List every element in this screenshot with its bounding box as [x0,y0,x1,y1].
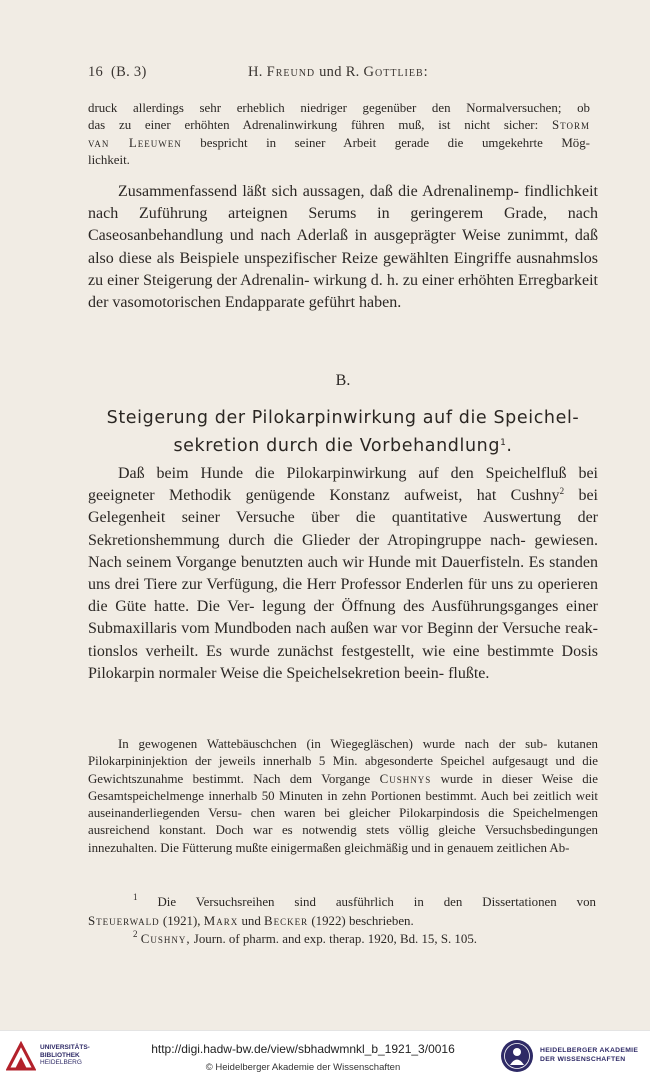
footnote-ref: 2 [559,486,565,497]
library-logo-icon [6,1041,36,1071]
section-heading-line2: sekretion durch die Vorbehandlung$^1$. [173,436,513,456]
section-heading-line1: Steigerung der Pilokarpinwirkung auf die Speichel- [106,408,580,428]
academy-logo[interactable] [500,1038,646,1074]
viewer-footer [0,1030,650,1080]
footnote-ref: 1 [500,438,507,448]
footnote-1: $^1$ Die Versuchsreihen sind ausführlich in den Dissertationen von [133,892,596,909]
continued-small-paragraph: druck allerdings sehr erheblich niedriger gegenüber den Normalversuchen; ob das zu einer erhöhten Adrenalinwirkung führen muß, ist nicht sicher: Storm van Leeuwen bespricht in seiner Arbeit gerade die umgekehrte Mög- lichkeit. [88,101,590,167]
page-number: 16 (B. 3) [88,64,147,80]
footnote-1-cont: Steuerwald (1921), Marx und Becker (1922) beschrieben. [88,913,414,928]
academy-seal-icon [500,1039,534,1073]
university-library-logo[interactable] [6,1039,106,1073]
main-paragraph: Daß beim Hunde die Pilokarpinwirkung auf den Speichelfluß bei geeigneter Methodik genügende Konstanz aufweist, hat Cushny$^2$ bei Gelegenheit seiner Versuche über die quantitative Auswertung der Sekretionshemmung durch die Glieder der Atropingruppe nach- gewiesen. Nach seinem Vorgange benutzten auch wir Hunde mit Dauerfisteln. Es standen uns drei Tiere zur Verfügung, die Herr Professor Enderlen für uns zu operieren die Güte hatte. Die Ver- legung der Öffnung des Ausführungsganges einer Submaxillaris vom Mundboden nach außen war vor Beginn der Versuche reak- tionslos verheilt. Es wurde zunächst festgestellt, wie eine bestimmte Dosis Pilokarpin normaler Weise die Speichelsekretion beein- flußte. [88,465,598,682]
footnotes [88,893,596,949]
permalink-url[interactable]: http://digi.hadw-bw.de/view/sbhadwmnkl_b_1921_3/0016 [151,1042,455,1056]
library-logo-text: UNIVERSITÄTS- BIBLIOTHEK HEIDELBERG [40,1044,90,1066]
academy-logo-text: HEIDELBERGER AKADEMIE DER WISSENSCHAFTEN [540,1047,639,1063]
method-small-paragraph: In gewogenen Wattebäuschchen (in Wiegegläschen) wurde nach der sub- kutanen Pilokarpininjektion der jeweils innerhalb 5 Min. abgesonderte Speichel aufgesaugt und die Gewichtszunahme bestimmt. Nach dem Vorgange Cushnys wurde in dieser Weise die Gesamtspeichelmenge innerhalb 50 Minuten in zehn Portionen bestimmt. Auch bei zeitlich weit auseinanderliegenden Versu- chen waren bei gleicher Pilokarpindosis die Speichelmengen ausreichend konstant. Doch war es notwendig stets völlig gleiche Versuchsbedingungen innezuhalten. Die Fütterung mußte einigermaßen gleichmäßig und in genauem zeitlichen Ab- [88,737,598,855]
summary-paragraph: Zusammenfassend läßt sich aussagen, daß die Adrenalinemp- findlichkeit nach Zuführung arteignen Serums in geringerem Grade, nach Caseosanbehandlung und nach Aderlaß in ausgeprägter Weise zunimmt, daß also diese als Beispiele unspezifischer Reize gewählten Eingriffe ausnahmslos zu einer Steigerung der Adrenalin- wirkung d. h. zu einer erhöhten Erregbarkeit der vasomotorischen Endapparate geführt haben. [88,183,598,312]
footnote-2: $^2$ Cushny, Journ. of pharm. and exp. therap. 1920, Bd. 15, S. 105. [133,929,477,946]
section-letter: B. [335,372,351,389]
running-title: H. Freund und R. Gottlieb: [248,64,429,80]
copyright-text: © Heidelberger Akademie der Wissenschaften [205,1062,401,1073]
